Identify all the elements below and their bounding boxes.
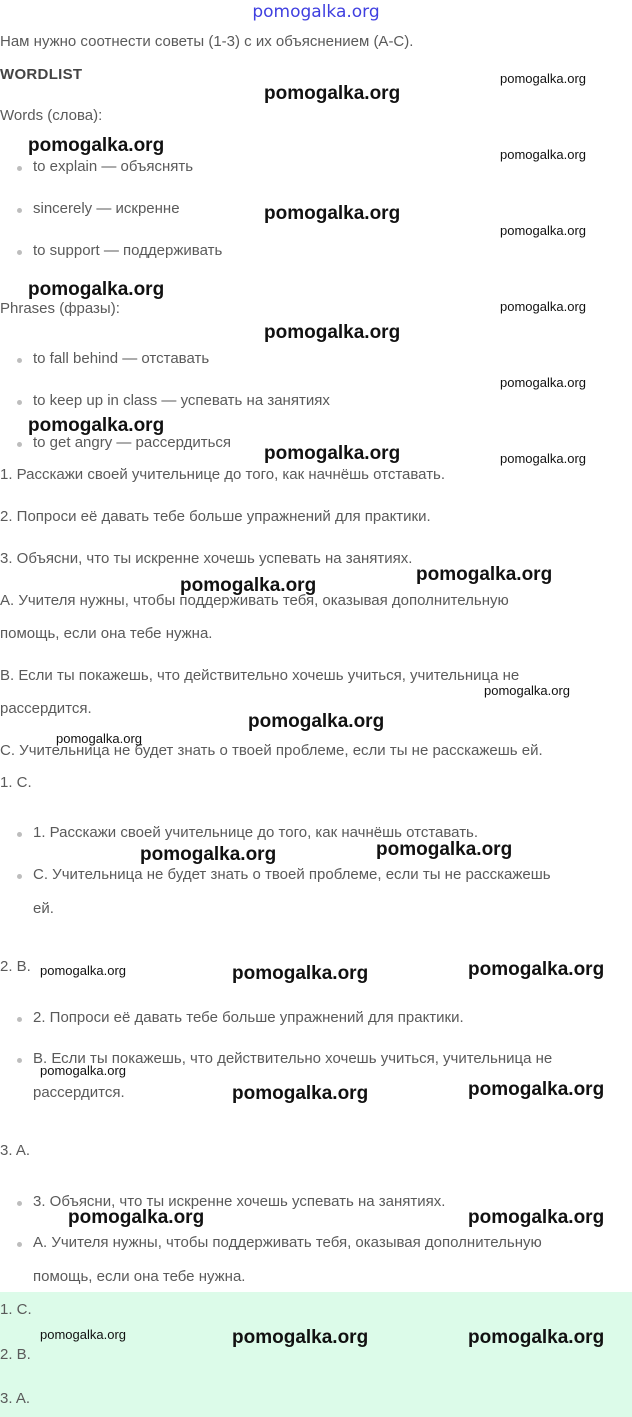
- watermark: pomogalka.org: [180, 575, 317, 596]
- bullet-icon: [17, 208, 22, 213]
- watermark: pomogalka.org: [40, 963, 126, 978]
- watermark: pomogalka.org: [468, 1207, 605, 1228]
- advice-item: 1. Расскажи своей учительнице до того, как начнёшь отставать.: [0, 466, 446, 483]
- pair-item: C. Учительница не будет знать о твоей проблеме, если ты не расскажешь: [33, 866, 551, 883]
- watermark: pomogalka.org: [468, 959, 605, 980]
- watermark: pomogalka.org: [468, 1079, 605, 1100]
- bullet-icon: [17, 1242, 22, 1247]
- pair-item: A. Учителя нужны, чтобы поддерживать тебя, оказывая дополнительную: [33, 1234, 542, 1251]
- site-link[interactable]: pomogalka.org: [252, 2, 380, 22]
- watermark: pomogalka.org: [248, 711, 385, 732]
- watermark: pomogalka.org: [416, 564, 553, 585]
- watermark: pomogalka.org: [28, 415, 165, 436]
- watermark: pomogalka.org: [68, 1207, 205, 1228]
- word-item: to support — поддерживать: [33, 242, 223, 259]
- phrases-label: Phrases (фразы):: [0, 300, 120, 317]
- bullet-icon: [17, 1017, 22, 1022]
- bullet-icon: [17, 166, 22, 171]
- explanation-a: A. Учителя нужны, чтобы поддерживать тебя, оказывая дополнительную: [0, 592, 509, 609]
- watermark: pomogalka.org: [56, 731, 142, 746]
- pair-item-cont: рассердится.: [33, 1084, 125, 1101]
- intro-text: Нам нужно соотнести советы (1-3) с их объяснением (A-C).: [0, 33, 414, 50]
- pair-label: 1. C.: [0, 774, 32, 791]
- explanation-a-cont: помощь, если она тебе нужна.: [0, 625, 213, 642]
- word-item: to explain — объяснять: [33, 158, 194, 175]
- watermark: pomogalka.org: [500, 299, 586, 314]
- watermark: pomogalka.org: [264, 322, 401, 343]
- pair-label: 2. B.: [0, 958, 31, 975]
- watermark: pomogalka.org: [232, 963, 369, 984]
- pair-item: B. Если ты покажешь, что действительно хочешь учиться, учительница не: [33, 1050, 553, 1067]
- watermark: pomogalka.org: [500, 223, 586, 238]
- bullet-icon: [17, 1201, 22, 1206]
- word-item: sincerely — искренне: [33, 200, 180, 217]
- explanation-b-cont: рассердится.: [0, 700, 92, 717]
- answer-box: [0, 1292, 632, 1417]
- watermark: pomogalka.org: [500, 71, 586, 86]
- watermark: pomogalka.org: [40, 1327, 126, 1342]
- explanation-c: C. Учительница не будет знать о твоей проблеме, если ты не расскажешь ей.: [0, 742, 543, 759]
- watermark: pomogalka.org: [500, 375, 586, 390]
- phrase-item: to fall behind — отставать: [33, 350, 210, 367]
- watermark: pomogalka.org: [264, 83, 401, 104]
- bullet-icon: [17, 832, 22, 837]
- pair-item-cont: ей.: [33, 900, 54, 917]
- watermark: pomogalka.org: [484, 683, 570, 698]
- pair-item: 1. Расскажи своей учительнице до того, как начнёшь отставать.: [33, 824, 479, 841]
- watermark: pomogalka.org: [140, 844, 277, 865]
- phrase-item: to keep up in class — успевать на занятиях: [33, 392, 330, 409]
- watermark: pomogalka.org: [264, 443, 401, 464]
- watermark: pomogalka.org: [264, 203, 401, 224]
- watermark: pomogalka.org: [468, 1327, 605, 1348]
- watermark: pomogalka.org: [500, 147, 586, 162]
- watermark: pomogalka.org: [232, 1083, 369, 1104]
- answer-line: 1. C.: [0, 1301, 32, 1318]
- watermark: pomogalka.org: [376, 839, 513, 860]
- watermark: pomogalka.org: [40, 1063, 126, 1078]
- bullet-icon: [17, 1058, 22, 1063]
- wordlist-heading: WORDLIST: [0, 66, 83, 83]
- words-label: Words (слова):: [0, 107, 103, 124]
- watermark: pomogalka.org: [28, 279, 165, 300]
- advice-item: 3. Объясни, что ты искренне хочешь успевать на занятиях.: [0, 550, 413, 567]
- bullet-icon: [17, 442, 22, 447]
- explanation-b: B. Если ты покажешь, что действительно хочешь учиться, учительница не: [0, 667, 520, 684]
- bullet-icon: [17, 400, 22, 405]
- answer-line: 2. B.: [0, 1346, 31, 1363]
- pair-item: 3. Объясни, что ты искренне хочешь успевать на занятиях.: [33, 1193, 446, 1210]
- watermark: pomogalka.org: [500, 451, 586, 466]
- watermark: pomogalka.org: [232, 1327, 369, 1348]
- answer-line: 3. A.: [0, 1390, 31, 1407]
- bullet-icon: [17, 874, 22, 879]
- pair-label: 3. A.: [0, 1142, 31, 1159]
- advice-item: 2. Попроси её давать тебе больше упражнений для практики.: [0, 508, 431, 525]
- bullet-icon: [17, 250, 22, 255]
- pair-item-cont: помощь, если она тебе нужна.: [33, 1268, 246, 1285]
- bullet-icon: [17, 358, 22, 363]
- watermark: pomogalka.org: [28, 135, 165, 156]
- pair-item: 2. Попроси её давать тебе больше упражнений для практики.: [33, 1009, 464, 1026]
- phrase-item: to get angry — рассердиться: [33, 434, 232, 451]
